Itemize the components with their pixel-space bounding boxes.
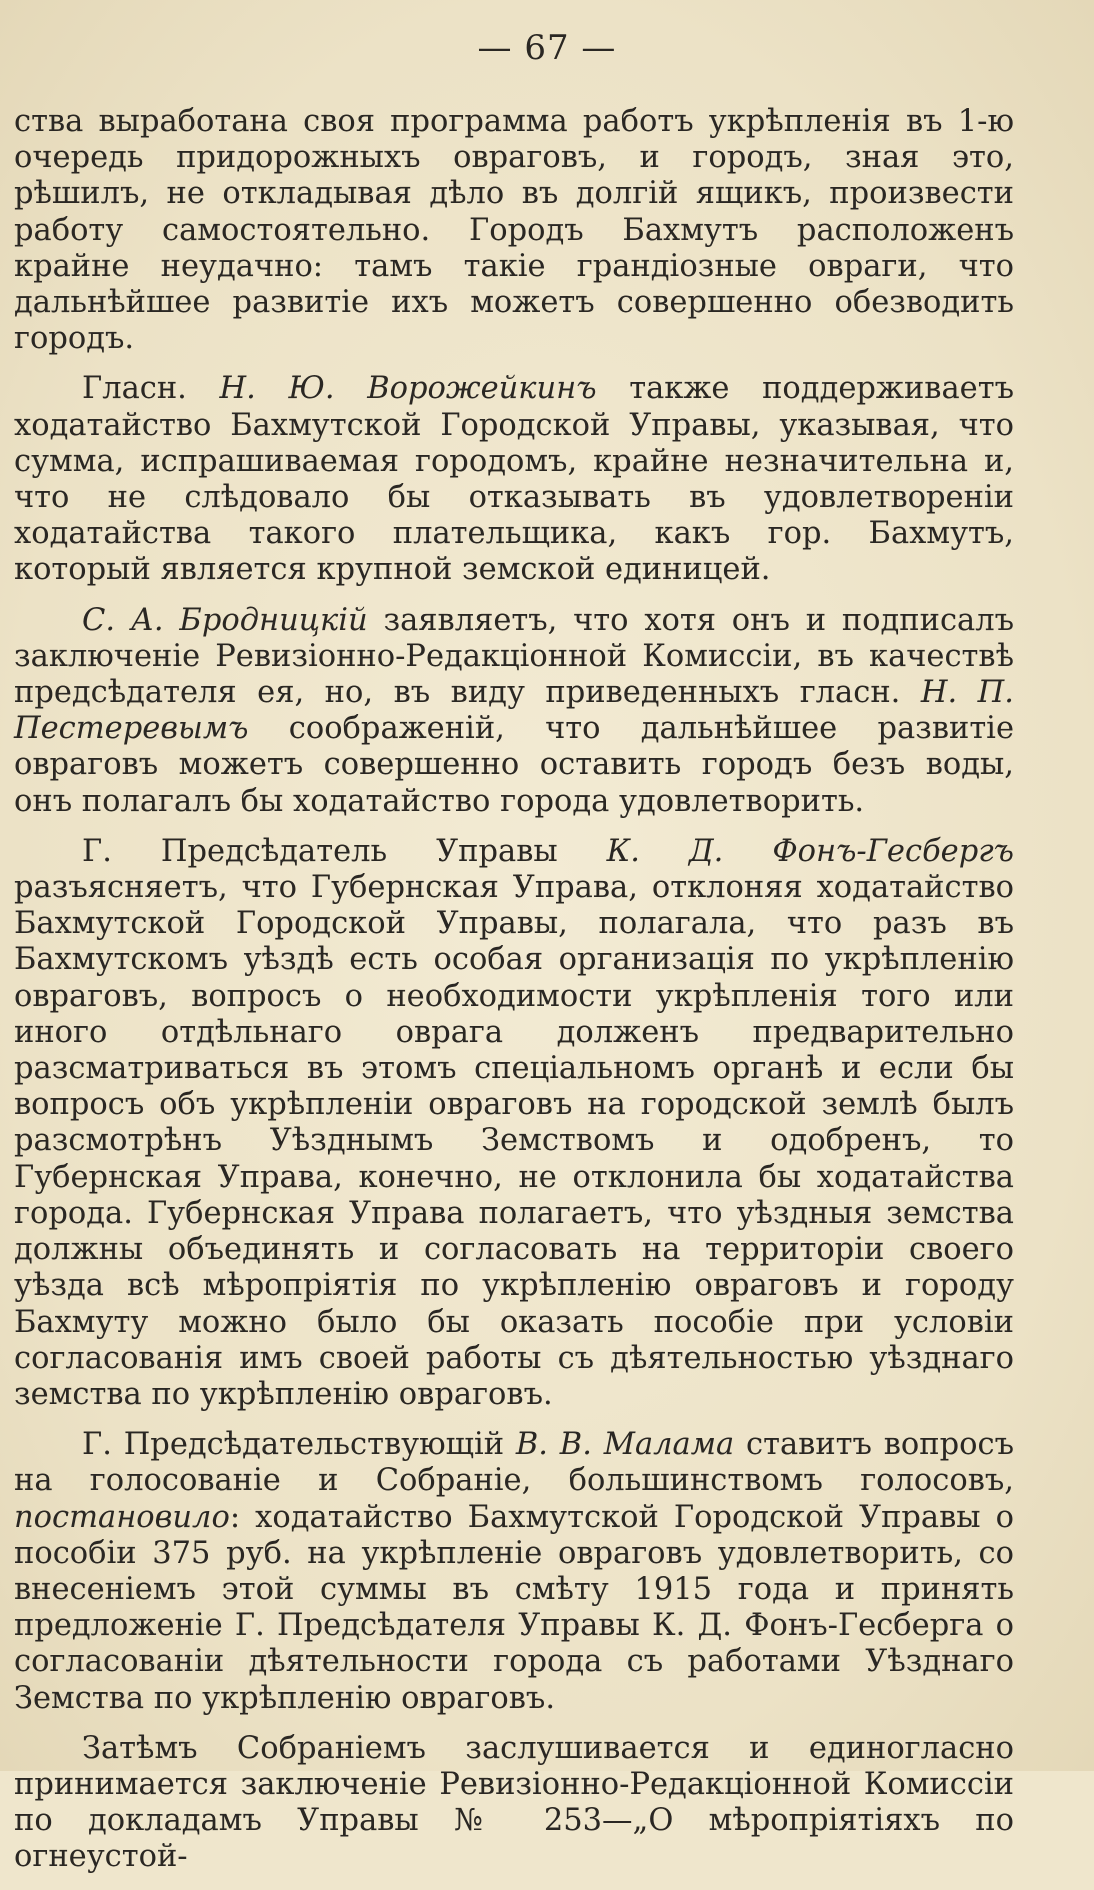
resolution-keyword: постановило xyxy=(14,1499,230,1535)
paragraph-3-text-a: заявляетъ, что хотя онъ и подписалъ заключеніе Ревизіонно-Редакціонной Комиссіи, въ качествѣ предсѣдателя ея, но, въ виду приведенныхъ гласн. xyxy=(14,602,1014,711)
paragraph-2 xyxy=(14,371,1014,588)
paragraph-6 xyxy=(14,1731,1014,1876)
speaker-name: К. Д. Фонъ-Гесбергъ xyxy=(606,833,1014,869)
paragraph-5-text-a: Г. Предсѣдательствующій xyxy=(82,1427,516,1463)
paragraph-3 xyxy=(14,603,1014,820)
speaker-name: С. А. Бродницкій xyxy=(82,602,368,638)
paragraph-4 xyxy=(14,834,1014,1413)
paragraph-5 xyxy=(14,1427,1014,1717)
paragraph-1-text: ства выработана своя программа работъ укрѣпленія въ 1-ю очередь придорожныхъ овраговъ, и городъ, зная это, рѣшилъ, не откладывая дѣло въ долгій ящикъ, произвести работу самостоятельно. Городъ Бахмутъ расположенъ крайне неудачно: тамъ такіе грандіозные овраги, что дальнѣйшее развитіе ихъ можетъ совершенно обезводить городъ. xyxy=(14,104,1014,357)
paragraph-3-text-b: соображеній, что дальнѣйшее развитіе овраговъ можетъ совершенно оставить городъ безъ воды, онъ полагалъ бы ходатайство города удовлетворить. xyxy=(14,711,1014,819)
paragraph-4-text-a: Г. Предсѣдатель Управы xyxy=(82,833,607,869)
referenced-name: Н. П. Пестеревымъ xyxy=(14,675,1014,747)
paragraph-6-text: Затѣмъ Собраніемъ заслушивается и единогласно принимается заключеніе Ревизіонно-Редакціонной Комиссіи по докладамъ Управы № 253—„О мѣропріятіяхъ по огнеустой- xyxy=(14,1730,1014,1875)
speaker-name: В. В. Малама xyxy=(515,1427,735,1463)
page-number: — 67 — xyxy=(477,28,617,68)
paragraph-5-text-b: ставитъ вопросъ на голосованіе и Собраніе, большинствомъ голосовъ, xyxy=(14,1427,1014,1499)
paragraph-5-text-c: : ходатайство Бахмутской Городской Управы о пособіи 375 руб. на укрѣпленіе овраговъ удовлетворить, со внесеніемъ этой суммы въ смѣту 1915 года и принять предложеніе Г. Предсѣдателя Управы К. Д. Фонъ-Гесберга о согласованіи дѣятельности города съ работами Уѣзднаго Земства по укрѣпленію овраговъ. xyxy=(14,1499,1014,1716)
paragraph-2-text-a: Гласн. xyxy=(82,371,220,407)
paragraph-2-text-b: также поддерживаетъ ходатайство Бахмутской Городской Управы, указывая, что сумма, испрашиваемая городомъ, крайне незначительна и, что не слѣдовало бы отказывать въ удовлетвореніи ходатайства такого плательщика, какъ гор. Бахмутъ, который является крупной земской единицей. xyxy=(14,371,1014,588)
paragraph-4-text-b: разъясняетъ, что Губернская Управа, отклоняя ходатайство Бахмутской Городской Управы, полагала, что разъ въ Бахмутскомъ уѣздѣ есть особая организація по укрѣпленію овраговъ, вопросъ о необходимости укрѣпленія того или иного отдѣльнаго оврага долженъ предварительно разсматриваться въ этомъ спеціальномъ органѣ и если бы вопросъ объ укрѣпленіи овраговъ на городской землѣ былъ разсмотрѣнъ Уѣзднымъ Земствомъ и одобренъ, то Губернская Управа, конечно, не отклонила бы ходатайства города. Губернская Управа полагаетъ, что уѣздныя земства должны объединять и согласовать на территоріи своего уѣзда всѣ мѣропріятія по укрѣпленію овраговъ и городу Бахмуту можно было бы оказать пособіе при условіи согласованія имъ своей работы съ дѣятельностью уѣзднаго земства по укрѣпленію овраговъ. xyxy=(14,870,1014,1412)
page-body xyxy=(14,104,1014,1890)
speaker-name: Н. Ю. Ворожейкинъ xyxy=(219,371,597,407)
paragraph-1 xyxy=(14,104,1014,357)
